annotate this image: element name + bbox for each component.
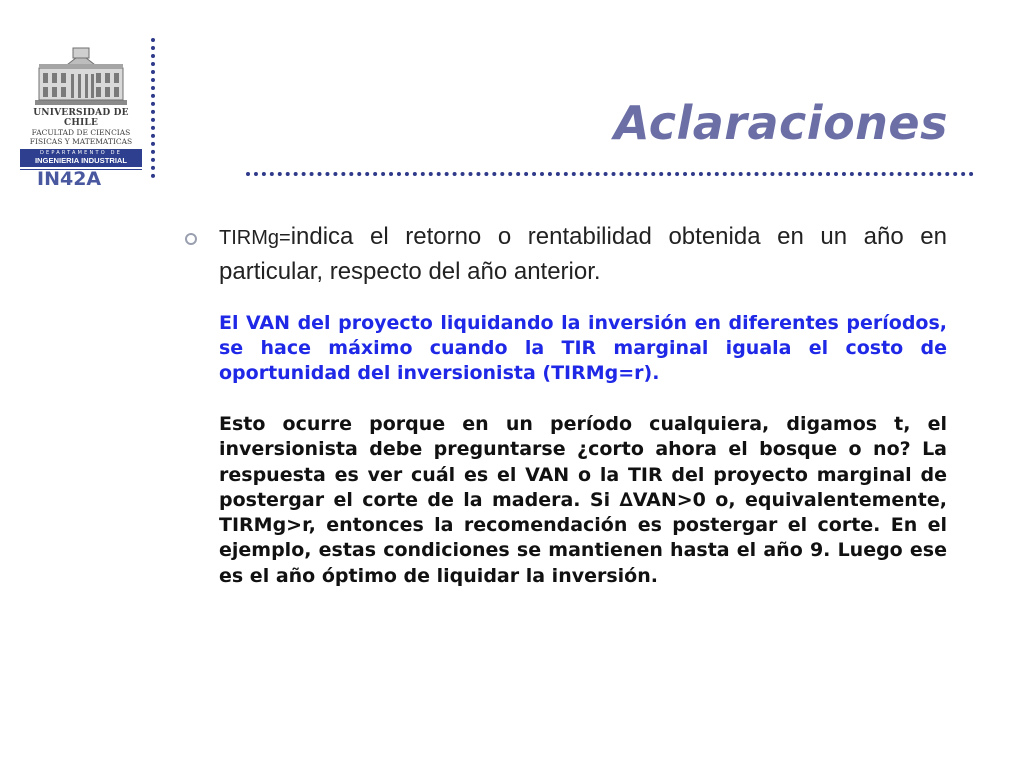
- bullet-circle-icon: [183, 231, 199, 247]
- vertical-dotted-divider: [151, 38, 155, 178]
- bullet-text: indica el retorno o rentabilidad obtenida en un año en particular, respecto del año anterior.: [219, 223, 947, 285]
- university-building-icon: [33, 46, 129, 106]
- department-label: DEPARTAMENTO DE: [39, 150, 123, 156]
- explanation-paragraph: Esto ocurre porque en un período cualquiera, digamos t, el inversionista debe preguntarse ¿corto ahora el bosque o no? La respuesta es ver cuál es el VAN o la TIR del proyecto marginal de postergar el corte de la madera. Si ∆VAN>0 o, equivalentemente, TIRMg>r, entonces la recomendación es postergar el corte. En el ejemplo, estas condiciones se mantienen hasta el año 9. Luego ese es el año óptimo de liquidar la inversión.: [219, 413, 947, 587]
- university-logo: [20, 46, 142, 170]
- department-banner: [20, 149, 142, 167]
- bullet-paragraph: [219, 220, 947, 289]
- faculty-line-2: FISICAS Y MATEMATICAS: [29, 137, 133, 146]
- university-name: UNIVERSIDAD DE CHILE: [33, 108, 129, 128]
- bullet-prefix: TIRMg=: [219, 227, 291, 249]
- slide-content: [219, 220, 947, 589]
- title-dotted-rule: [246, 172, 974, 176]
- slide-title: Aclaraciones: [614, 96, 948, 150]
- department-name: INGENIERIA INDUSTRIAL: [34, 156, 128, 165]
- highlight-paragraph: El VAN del proyecto liquidando la inversión en diferentes períodos, se hace máximo cuando la TIR marginal iguala el costo de oportunidad del inversionista (TIRMg=r).: [219, 312, 947, 384]
- course-code: IN42A: [37, 168, 102, 190]
- faculty-line-1: FACULTAD DE CIENCIAS: [31, 128, 131, 137]
